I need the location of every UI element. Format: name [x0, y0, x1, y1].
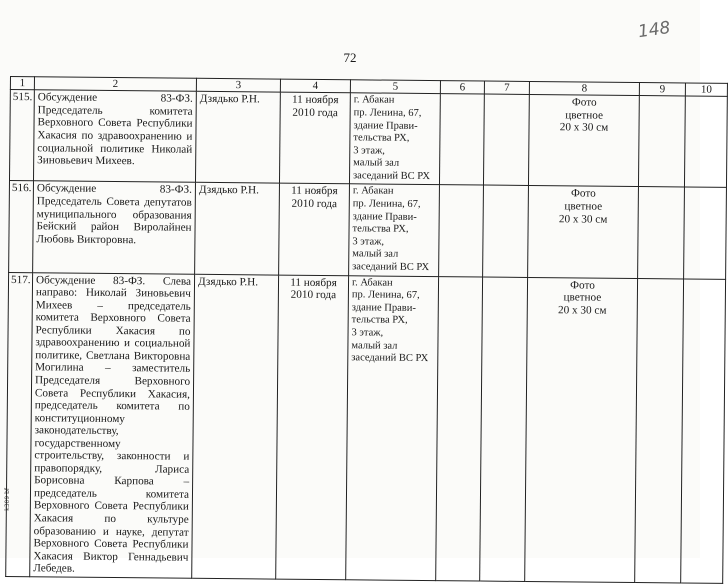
empty-cell — [439, 185, 484, 277]
photo-date: 11 ноября 2010 года — [276, 275, 349, 580]
row-number: 517. — [6, 272, 33, 576]
photo-place — [349, 184, 440, 276]
photo-description: Обсуждение 83-ФЗ. Председатель Совета депутатов муниципального образования Бейский район Виролайнен Любовь Викторовна. — [33, 181, 196, 274]
place-line: заседаний ВС РХ — [352, 261, 430, 274]
place-line: заседаний ВС РХ — [351, 352, 429, 365]
format-line: Фото — [571, 187, 596, 201]
place-line: здание Прави- — [352, 210, 417, 223]
empty-cell — [480, 277, 528, 582]
photo-date: 11 ноября 2010 года — [279, 92, 350, 184]
header-cell: 9 — [639, 83, 685, 97]
format-line: цветное — [565, 109, 604, 122]
empty-cell — [483, 94, 529, 186]
header-cell: 8 — [529, 81, 639, 95]
photo-format — [525, 277, 638, 582]
empty-cell — [638, 96, 685, 188]
empty-cell — [638, 187, 685, 279]
photo-format — [528, 186, 639, 278]
photo-description: Обсуждение 83-ФЗ. Слева направо: Николай Зиновьевич Михеев – председатель комитета Верховного Совета Республики Хакасия по здравоохранению и социальной политике, Светлана Викторовна Могилина – заместитель Председателя Верховного Совета Республики Хакасия, председатель комитета по конституционному законодательству, государственному строительству, законности и правопорядку, Лариса Борисовна Карпова – председатель комитета Верховного Совета Республики Хакасия по культуре образованию и науке, депутат Верховного Совета Республики Хакасия Виктор Геннадьевич Лебедев. — [30, 272, 195, 578]
place-line: пр. Ленина, 67, — [352, 198, 421, 211]
place-line: тельства РХ, — [351, 314, 408, 327]
photo-author: Дзядько Р.Н. — [195, 92, 280, 184]
photo-place — [349, 93, 440, 185]
format-line: цветное — [563, 291, 602, 304]
empty-cell — [439, 94, 484, 186]
table-row — [6, 272, 726, 583]
empty-cell — [635, 278, 684, 583]
format-line: 20 х 30 см — [558, 212, 608, 226]
place-line: малый зал — [351, 339, 398, 352]
header-cell: 1 — [10, 77, 34, 91]
page-number: 72 — [343, 50, 357, 65]
place-line: г. Абакан — [351, 276, 393, 289]
empty-cell — [684, 187, 727, 279]
place-line: тельства РХ, — [353, 132, 410, 144]
empty-cell — [436, 276, 483, 581]
header-cell: 5 — [350, 80, 440, 94]
header-cell: 10 — [685, 83, 727, 97]
place-line: малый зал — [353, 157, 400, 170]
side-margin-mark: k309 bf — [4, 488, 11, 511]
place-line: г. Абакан — [352, 185, 394, 198]
table-row — [9, 90, 727, 188]
place-line: 3 этаж, — [352, 236, 385, 248]
place-line: г. Абакан — [353, 94, 395, 107]
handwritten-page-number: 148 — [636, 17, 672, 43]
place-line: заседаний ВС РХ — [353, 170, 431, 182]
place-line: 3 этаж, — [351, 327, 384, 339]
header-cell: 4 — [280, 79, 350, 93]
place-line: 3 этаж, — [353, 144, 385, 157]
format-line: 20 х 30 см — [559, 121, 609, 135]
header-cell: 7 — [484, 81, 529, 95]
empty-cell — [483, 186, 529, 278]
row-number: 516. — [9, 181, 34, 272]
empty-cell — [684, 96, 727, 188]
format-line: Фото — [570, 279, 595, 292]
place-line: пр. Ленина, 67, — [351, 289, 420, 302]
photo-author: Дзядько Р.Н. — [195, 183, 280, 275]
inventory-table-wrapper — [5, 76, 712, 583]
place-line: малый зал — [352, 248, 399, 261]
format-line: цветное — [564, 200, 603, 213]
place-line: здание Прави- — [351, 302, 416, 314]
place-line: здание Прави- — [353, 119, 418, 132]
photo-place — [346, 275, 439, 580]
photo-description: Обсуждение 83-ФЗ. Председатель комитета Верховного Совета Республики Хакасия по здравоохранению и социальной политике Николай Зиновьевич Михеев. — [33, 90, 196, 183]
inventory-table — [5, 76, 728, 584]
format-line: 20 х 30 см — [558, 303, 607, 317]
place-line: пр. Ленина, 67, — [353, 107, 422, 119]
place-line: тельства РХ, — [352, 223, 409, 236]
row-number: 515. — [9, 90, 34, 181]
table-row — [9, 181, 727, 279]
photo-format — [528, 95, 639, 187]
empty-cell — [681, 279, 726, 584]
header-cell: 3 — [196, 78, 280, 92]
header-cell: 2 — [34, 77, 196, 92]
format-line: Фото — [571, 96, 597, 109]
photo-author: Дзядько Р.Н. — [192, 274, 279, 579]
header-cell: 6 — [440, 81, 484, 95]
photo-date: 11 ноября 2010 года — [279, 184, 350, 276]
